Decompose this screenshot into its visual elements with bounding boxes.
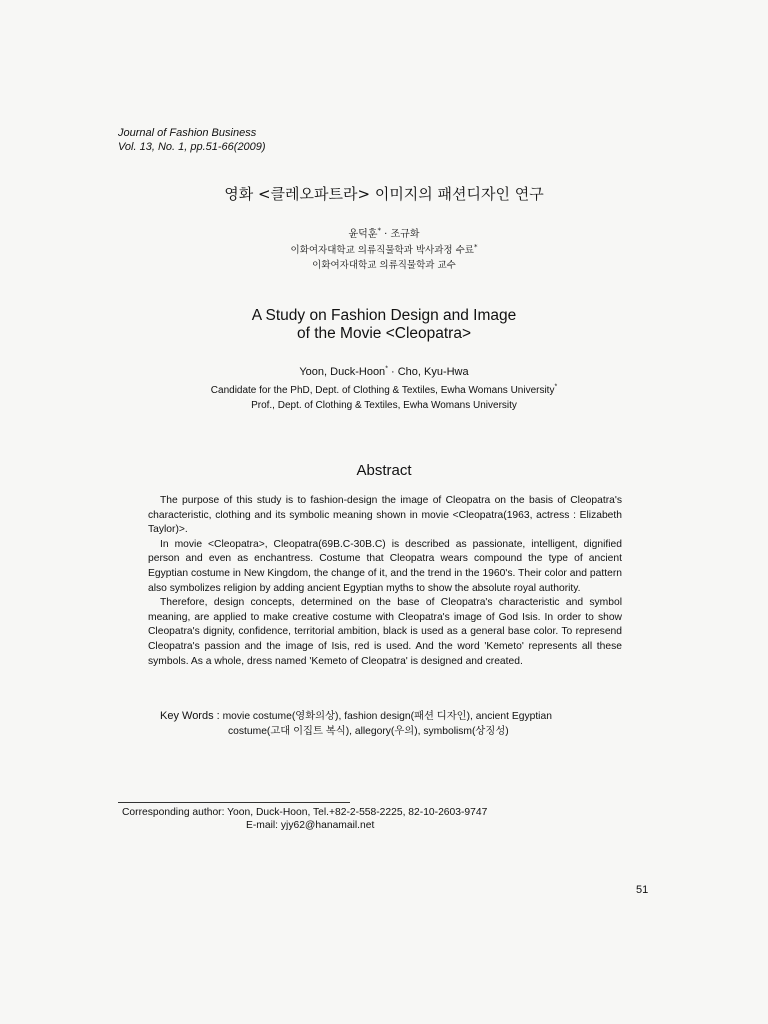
korean-authors — [0, 225, 768, 240]
footnote-rule — [118, 802, 350, 803]
korean-author-2: 조규화 — [390, 229, 420, 240]
keywords-line-1: movie costume(영화의상), fashion design(패션 디자인), ancient Egyptian — [222, 711, 552, 722]
footnote-mark: * — [554, 383, 558, 391]
corresponding-footnote — [122, 807, 487, 832]
keywords-line-2: costume(고대 이집트 복식), allegory(우의), symbolism(상징성) — [228, 726, 509, 737]
korean-affiliation-1 — [0, 243, 768, 258]
corresponding-email: E-mail: yjy62@hanamail.net — [246, 819, 375, 831]
english-author-1: Yoon, Duck-Hoon — [299, 366, 386, 378]
abstract-heading: Abstract — [356, 462, 412, 479]
abstract-paragraph: In movie <Cleopatra>, Cleopatra(69B.C-30B.C) is described as passionate, intelligent, dignified person and even as enchantress. Costume that Cleopatra wears compound the type of ancient Egyptian costume in New Kingdom, the change of it, and the trend in the 1960's. Their color and pattern also symbolizes religion by adding ancient Egyptian myths to show the absolute royal authority. — [148, 538, 622, 594]
journal-name: Journal of Fashion Business — [118, 127, 257, 139]
abstract-paragraph: The purpose of this study is to fashion-design the image of Cleopatra on the basis of Cleopatra's characteristic, clothing and its symbolic meaning shown in movie <Cleopatra(1963, actress : Elizabeth Taylor)>. — [148, 495, 622, 536]
korean-title: 영화 <클레오파트라> 이미지의 패션디자인 연구 — [224, 185, 544, 203]
corresponding-author: Corresponding author: Yoon, Duck-Hoon, Tel.+82-2-558-2225, 82-10-2603-9747 — [122, 807, 488, 818]
journal-volume: Vol. 13, No. 1, pp.51-66(2009) — [118, 141, 266, 153]
english-title-line-1: A Study on Fashion Design and Image — [251, 307, 517, 324]
korean-affiliation-2: 이화여자대학교 의류직물학과 교수 — [312, 260, 456, 271]
korean-affiliation-1-text: 이화여자대학교 의류직물학과 박사과정 수료 — [290, 245, 474, 256]
abstract-body — [148, 494, 622, 669]
author-separator: · — [387, 366, 398, 378]
keywords-label: Key Words : — [160, 710, 220, 722]
english-author-2: Cho, Kyu-Hwa — [397, 366, 469, 378]
footnote-mark: * — [385, 365, 388, 373]
journal-header — [118, 126, 266, 154]
author-separator: · — [380, 229, 391, 240]
keywords — [160, 709, 552, 739]
english-affiliation-2: Prof., Dept. of Clothing & Textiles, Ewha Womans University — [251, 400, 517, 411]
english-authors — [0, 366, 768, 378]
abstract-paragraph: Therefore, design concepts, determined on the base of Cleopatra's characteristic and symbol meaning, are applied to make creative costume with Cleopatra's image of God Isis. In order to show Cleopatra's dignity, confidence, territorial ambition, black is used as a general base color. To represend Cleopatra's passion and the image of Isis, red is used. And the word 'Kemeto' represents all these symbols. As a whole, dress named 'Kemeto of Cleopatra' is designed and created. — [148, 597, 622, 667]
english-title-line-2: of the Movie <Cleopatra> — [296, 325, 472, 342]
english-affiliation-1 — [0, 383, 768, 398]
english-affiliation-1-text: Candidate for the PhD, Dept. of Clothing & Textiles, Ewha Womans University — [210, 385, 555, 396]
page-number: 51 — [636, 884, 649, 896]
footnote-mark: * — [473, 242, 478, 251]
korean-author-1: 윤덕훈 — [348, 229, 378, 240]
english-title — [0, 307, 768, 343]
footnote-mark: * — [377, 226, 381, 235]
